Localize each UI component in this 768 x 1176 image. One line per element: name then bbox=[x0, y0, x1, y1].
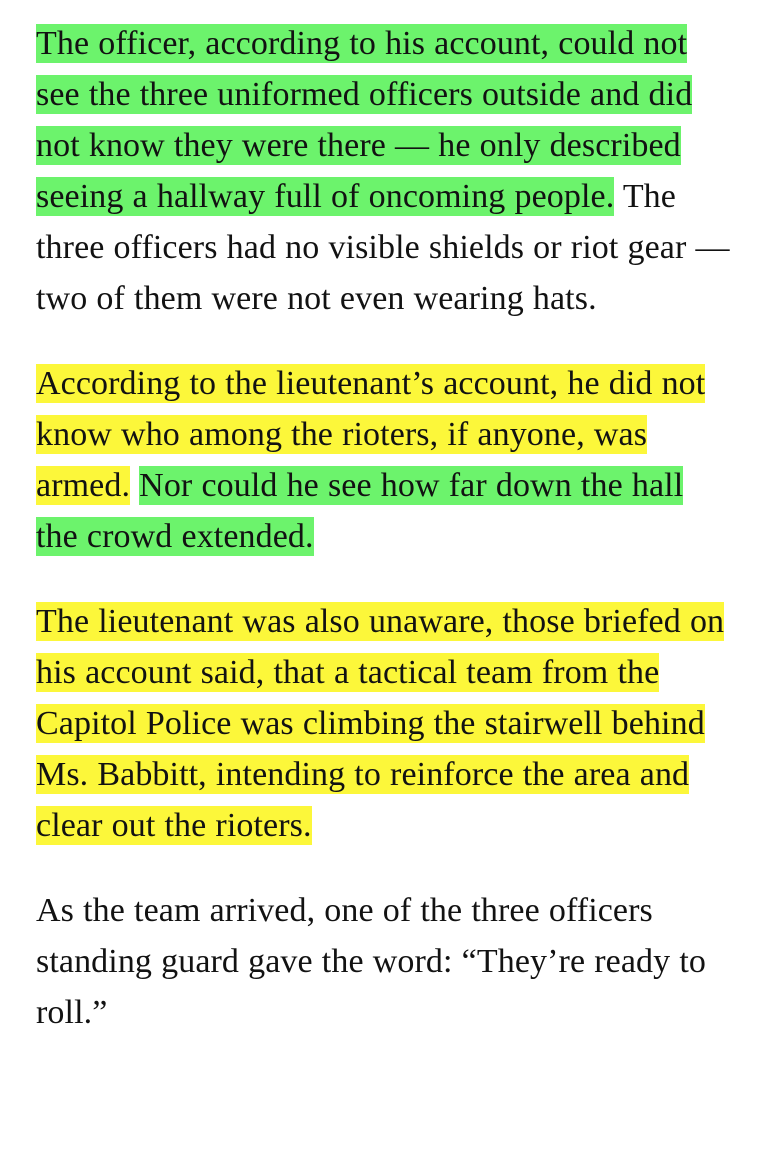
paragraph-1 bbox=[36, 18, 732, 324]
plain-text-run bbox=[130, 467, 139, 504]
highlight-green-run: Nor could he see how far down the hall the crowd extended. bbox=[36, 467, 684, 555]
plain-text-run: As the team arrived, one of the three officers standing guard gave the word: “They’re ready to roll.” bbox=[36, 892, 707, 1031]
paragraph-2 bbox=[36, 358, 732, 562]
highlight-yellow-run: The lieutenant was also unaware, those briefed on his account said, that a tactical team from the Capitol Police was climbing the stairwell behind Ms. Babbitt, intending to reinforce the area and clear out the rioters. bbox=[36, 603, 725, 844]
paragraph-4 bbox=[36, 885, 732, 1038]
highlight-green-run: The officer, according to his account, could not see the three uniformed officers outside and did not know they were there — he only described seeing a hallway full of oncoming people. bbox=[36, 25, 693, 215]
highlight-yellow-run: According to the lieutenant’s account, he did not know who among the rioters, if anyone, was armed. bbox=[36, 365, 706, 504]
paragraph-3 bbox=[36, 596, 732, 851]
plain-text-run: The three officers had no visible shields or riot gear — two of them were not even wearing hats. bbox=[36, 178, 730, 317]
